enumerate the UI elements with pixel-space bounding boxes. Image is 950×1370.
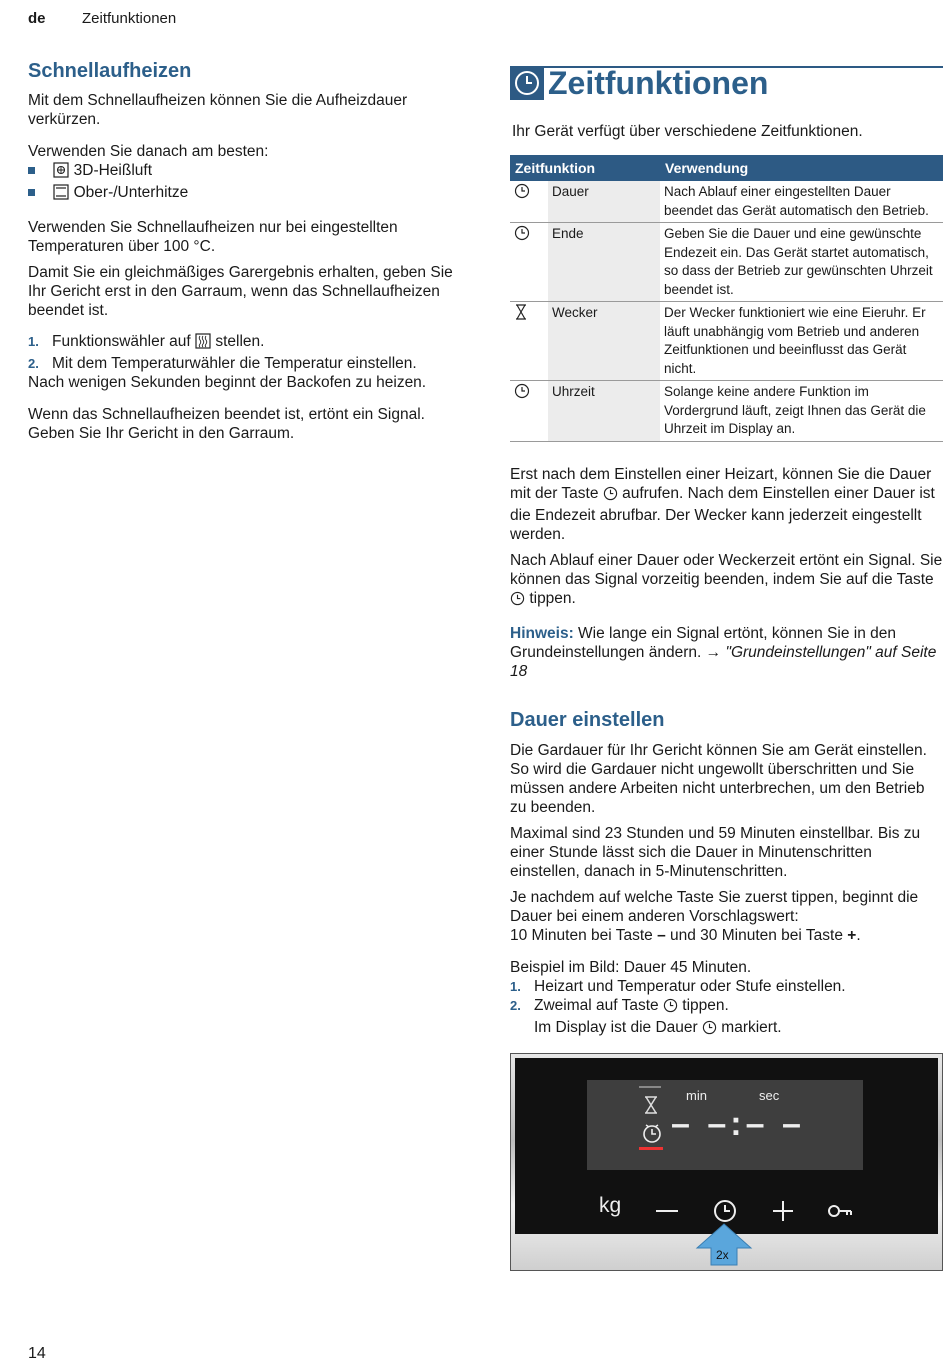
list-item — [28, 161, 468, 183]
temp-note: Verwenden Sie Schnellaufheizen nur bei eingestellten Temperaturen über 100 °C. — [28, 219, 398, 255]
table-cell-name: Wecker — [548, 302, 660, 381]
page-number: 14 — [28, 1345, 46, 1362]
example-text: Beispiel im Bild: Dauer 45 Minuten. — [510, 959, 752, 976]
display-screen — [587, 1080, 863, 1170]
intro-text: Mit dem Schnellaufheizen können Sie die Aufheizdauer verkürzen. — [28, 92, 408, 128]
key-icon — [827, 1202, 853, 1220]
table-row — [510, 223, 943, 302]
table-row — [510, 381, 943, 442]
clock-icon — [641, 1122, 663, 1149]
zeitfunktion-table — [510, 155, 943, 442]
paragraph: Maximal sind 23 Stunden und 59 Minuten einstellbar. Bis zu einer Stunde lässt sich die Dauer in Minutenschritten einstellen, danach in 5-Minutenschritten. — [510, 825, 921, 880]
clock-icon — [510, 66, 544, 100]
step-text: Heizart und Temperatur oder Stufe einstellen. — [534, 978, 846, 995]
best-lead: Verwenden Sie danach am besten: — [28, 143, 269, 160]
bullet — [28, 167, 35, 174]
table-cell-use: Solange keine andere Funktion im Vordergrund läuft, zeigt Ihnen das Gerät die Uhrzeit im Display an. — [660, 381, 943, 442]
bullet — [28, 189, 35, 196]
table-cell-name: Uhrzeit — [548, 381, 660, 442]
paragraph: Nach Ablauf einer Dauer oder Weckerzeit ertönt ein Signal. Sie können das Signal vorzeitig beenden, indem Sie auf die Taste tippen. — [510, 551, 943, 611]
list-item-label: 3D-Heißluft — [73, 162, 153, 179]
steps-list — [28, 332, 468, 373]
column-header: Zeitfunktion — [510, 155, 660, 181]
step-number: 2. — [510, 998, 521, 1013]
control-panel-illustration — [510, 1053, 943, 1271]
minus-button[interactable] — [656, 1210, 678, 1212]
clock-icon — [514, 187, 530, 202]
rapid-heat-icon — [195, 333, 211, 354]
step-item — [28, 332, 468, 354]
clock-icon — [603, 486, 618, 506]
step-text: stellen. — [215, 333, 265, 350]
list-item — [28, 183, 468, 205]
table-header-row — [510, 155, 943, 181]
panel-glass — [515, 1058, 938, 1234]
step-item — [510, 977, 943, 996]
header-lang: de — [28, 10, 46, 27]
clock-icon — [510, 591, 525, 611]
page-title: Zeitfunktionen — [548, 65, 769, 101]
end-note: Wenn das Schnellaufheizen beendet ist, ertönt ein Signal. Geben Sie Ihr Gericht in den Garraum. — [28, 406, 425, 442]
arrow-icon: → — [705, 644, 722, 661]
step-number: 1. — [510, 979, 521, 994]
best-list — [28, 161, 468, 205]
zeitfunktionen-title-icon — [510, 66, 544, 100]
right-intro: Ihr Gerät verfügt über verschiedene Zeitfunktionen. — [512, 123, 863, 140]
table-row — [510, 302, 943, 381]
display-top-line — [639, 1086, 661, 1088]
table-cell-use: Der Wecker funktioniert wie eine Eieruhr. Er läuft unabhängig vom Betrieb und anderen Zeitfunktionen und beeinflusst das Gerät nicht. — [660, 302, 943, 381]
even-note: Damit Sie ein gleichmäßiges Garergebnis erhalten, geben Sie Ihr Gericht erst in den Garraum, wenn das Schnellaufheizen beendet ist. — [28, 264, 453, 319]
section-title-schnellaufheizen: Schnellaufheizen — [28, 60, 192, 82]
step-subtext: Im Display ist die Dauer — [534, 1019, 698, 1036]
table-cell-use: Geben Sie die Dauer und eine gewünschte Endezeit ein. Das Gerät startet automatisch, so dass der Betrieb zur gewünschten Uhrzeit beendet ist. — [660, 223, 943, 302]
plus-key-symbol: + — [847, 927, 857, 944]
hourglass-icon — [643, 1096, 659, 1119]
top-bottom-heat-icon — [53, 184, 69, 205]
active-marker — [639, 1147, 663, 1150]
section-title-dauer: Dauer einstellen — [510, 709, 665, 731]
press-count-label: 2x — [716, 1248, 729, 1262]
zeitfunktion-table-wrap — [510, 155, 943, 442]
step-item — [510, 996, 943, 1040]
after-steps: Nach wenigen Sekunden beginnt der Backofen zu heizen. — [28, 374, 427, 391]
step-text: Zweimal auf Taste — [534, 997, 659, 1014]
paragraph: Erst nach dem Einstellen einer Heizart, können Sie die Dauer mit der Taste aufrufen. Nach dem Einstellen einer Dauer ist die Endezeit abrufbar. Der Wecker kann jederzeit eingestellt werden. — [510, 466, 935, 543]
plus-icon — [772, 1200, 794, 1222]
step-subtext: markiert. — [721, 1019, 782, 1036]
dauer-steps — [510, 977, 943, 1040]
step-text: Funktionswähler auf — [52, 333, 191, 350]
table-cell-name: Ende — [548, 223, 660, 302]
paragraph: Die Gardauer für Ihr Gericht können Sie am Gerät einstellen. So wird die Gardauer nicht ungewollt überschritten und Sie müssen andere Arbeiten nicht unterbrechen, um den Betrieb zu beenden. — [510, 742, 927, 816]
clock-icon — [713, 1199, 737, 1223]
hint — [510, 624, 943, 681]
table-row — [510, 181, 943, 223]
list-item-label: Ober-/Unterhitze — [73, 184, 189, 201]
step-text: tippen. — [682, 997, 729, 1014]
left-column — [28, 62, 468, 443]
hint-reference-link[interactable]: "Grundeinstellungen" auf Seite 18 — [510, 644, 937, 680]
key-button[interactable] — [827, 1202, 853, 1225]
table-cell-name: Dauer — [548, 181, 660, 223]
step-number: 2. — [28, 356, 39, 371]
hourglass-icon — [514, 308, 528, 323]
clock-icon — [702, 1020, 717, 1040]
step-number: 1. — [28, 334, 39, 349]
hint-text: Wie lange ein Signal ertönt, können Sie in den Grundeinstellungen ändern. — [510, 625, 897, 661]
column-header: Verwendung — [660, 155, 943, 181]
table-cell-use: Nach Ablauf einer eingestellten Dauer beendet das Gerät automatisch den Betrieb. — [660, 181, 943, 223]
min-label: min — [686, 1088, 707, 1103]
time-display: – –:– – — [671, 1105, 805, 1143]
step-item — [28, 354, 468, 373]
sec-label: sec — [759, 1088, 780, 1103]
plus-button[interactable] — [772, 1200, 794, 1227]
step-text: Mit dem Temperaturwähler die Temperatur einstellen. — [52, 355, 417, 372]
paragraph: Je nachdem auf welche Taste Sie zuerst tippen, beginnt die Dauer bei einem anderen Vorschlagswert: 10 Minuten bei Taste – und 30 Minuten bei Taste +. — [510, 889, 919, 944]
3d-hot-air-icon — [53, 162, 69, 183]
right-body — [510, 465, 943, 1040]
minus-key-symbol: – — [657, 927, 666, 944]
header-section: Zeitfunktionen — [82, 10, 177, 27]
hint-label: Hinweis: — [510, 625, 574, 642]
kg-button[interactable]: kg — [599, 1194, 622, 1217]
clock-icon — [514, 387, 530, 402]
clock-icon — [514, 229, 530, 244]
clock-icon — [663, 998, 678, 1018]
